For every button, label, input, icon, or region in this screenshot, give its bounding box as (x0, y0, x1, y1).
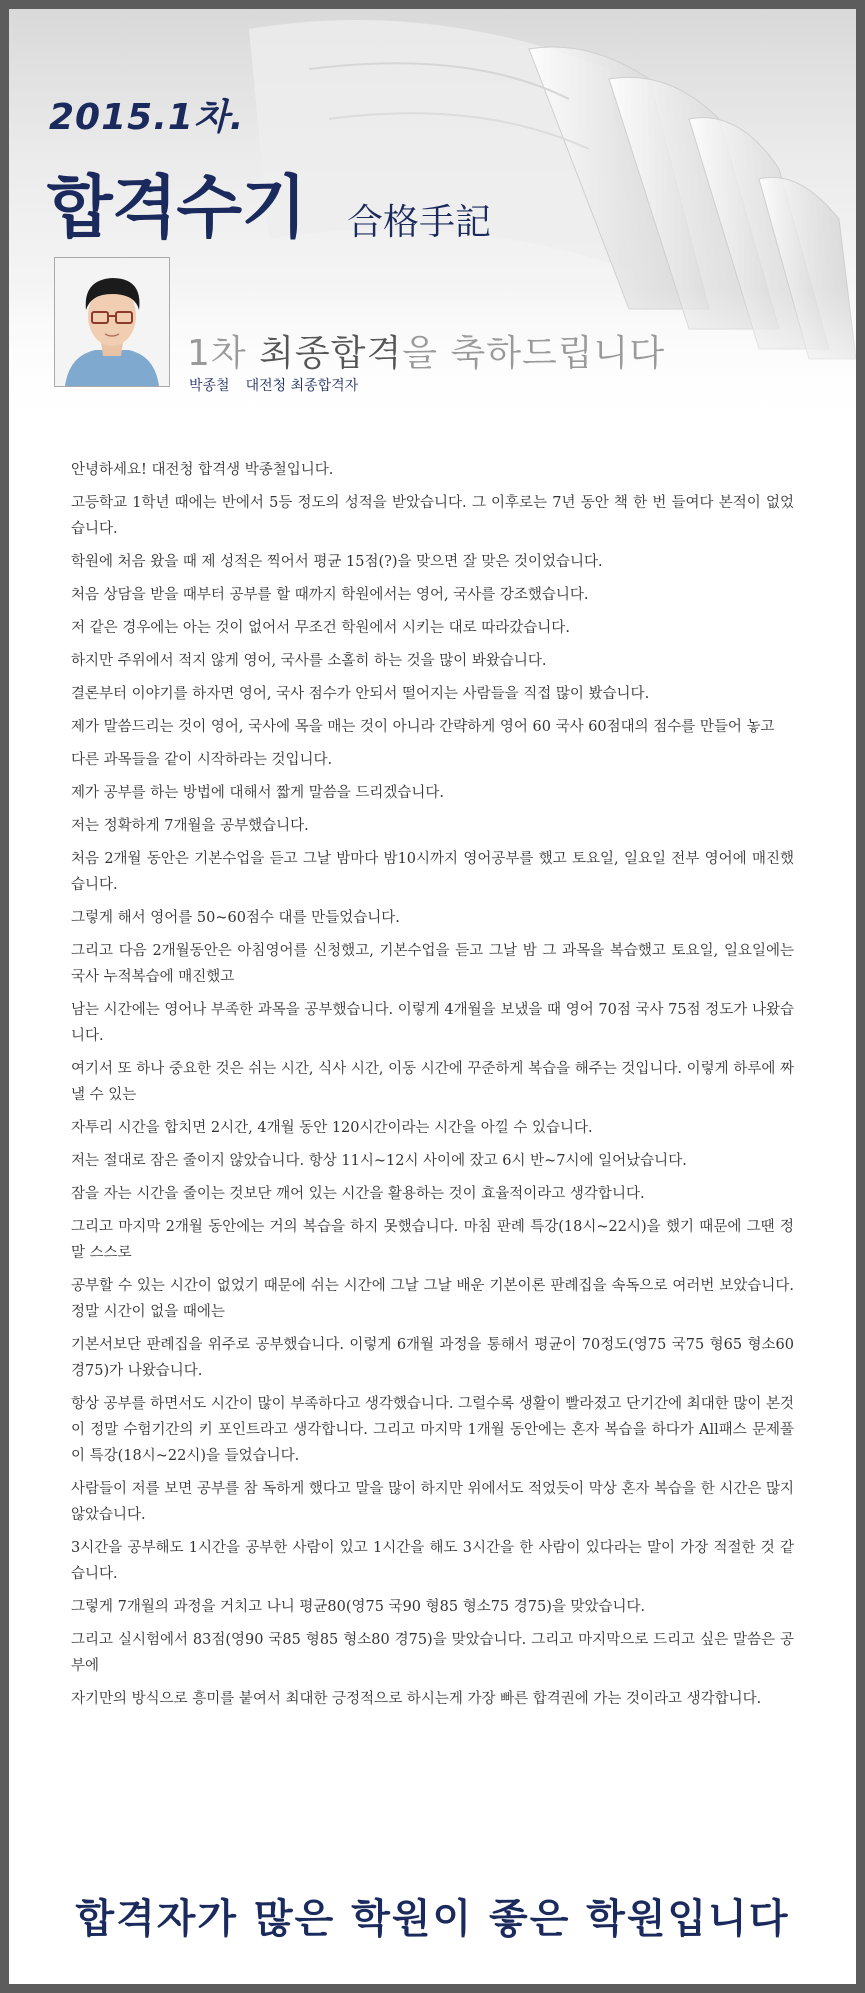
paragraph: 그렇게 해서 영어를 50~60점수 대를 만들었습니다. (71, 910, 400, 926)
person-role: 대전청 최종합격자 (245, 378, 359, 394)
paragraph: 안녕하세요! 대전청 합격생 박종철입니다. (71, 462, 334, 478)
paragraph: 3시간을 공부해도 1시간을 공부한 사람이 있고 1시간을 해도 3시간을 한 사람이 있다라는 말이 가장 적절한 것 같습니다. (71, 1540, 794, 1582)
testimonial-body (71, 457, 794, 1719)
paragraph: 고등학교 1학년 때에는 반에서 5등 정도의 성적을 받았습니다. 그 이후로는 7년 동안 책 한 번 들여다 본적이 없었습니다. (71, 495, 794, 537)
paragraph: 사람들이 저를 보면 공부를 참 독하게 했다고 말을 많이 하지만 위에서도 적었듯이 막상 혼자 복습을 한 시간은 많지 않았습니다. (71, 1481, 794, 1523)
paragraph: 저는 절대로 잠은 줄이지 않았습니다. 항상 11시~12시 사이에 잤고 6시 반~7시에 일어났습니다. (71, 1153, 687, 1169)
paragraph: 잠을 자는 시간을 줄이는 것보단 깨어 있는 시간을 활용하는 것이 효율적이라고 생각합니다. (71, 1186, 645, 1202)
paragraph: 그렇게 7개월의 과정을 거치고 나니 평균80(영75 국90 형85 형소75 경75)을 맞았습니다. (71, 1599, 646, 1615)
paragraph: 그리고 마지막 2개월 동안에는 거의 복습을 하지 못했습니다. 마침 판례 특강(18시~22시)을 했기 때문에 그땐 정말 스스로 (71, 1219, 794, 1261)
paragraph: 다른 과목들을 같이 시작하라는 것입니다. (71, 752, 333, 768)
congrats-suffix: 을 축하드립니다 (402, 333, 666, 374)
page-title: 합격수기 (47, 169, 306, 248)
paragraph: 저는 정확하게 7개월을 공부했습니다. (71, 818, 309, 834)
profile-photo (54, 257, 170, 387)
person-caption (189, 375, 358, 395)
congratulations-heading (187, 325, 665, 376)
paragraph: 제가 말씀드리는 것이 영어, 국사에 목을 매는 것이 아니라 간략하게 영어 60 국사 60점대의 점수를 만들어 놓고 (71, 719, 775, 735)
paragraph: 여기서 또 하나 중요한 것은 쉬는 시간, 식사 시간, 이동 시간에 꾸준하게 복습을 해주는 것입니다. 이렇게 하루에 짜낼 수 있는 (71, 1061, 794, 1103)
paragraph: 그리고 실시험에서 83점(영90 국85 형85 형소80 경75)을 맞았습니다. 그리고 마지막으로 드리고 싶은 말씀은 공부에 (71, 1632, 794, 1674)
paragraph: 공부할 수 있는 시간이 없었기 때문에 쉬는 시간에 그날 그날 배운 기본이론 판례집을 속독으로 여러번 보았습니다. 정말 시간이 없을 때에는 (71, 1278, 794, 1320)
paragraph: 처음 2개월 동안은 기본수업을 듣고 그날 밤마다 밤10시까지 영어공부를 했고 토요일, 일요일 전부 영어에 매진했습니다. (71, 851, 794, 893)
congrats-prefix: 1차 (187, 333, 260, 374)
person-photo-icon (55, 258, 169, 386)
paragraph: 자투리 시간을 합치면 2시간, 4개월 동안 120시간이라는 시간을 아낄 수 있습니다. (71, 1120, 593, 1136)
paragraph: 자기만의 방식으로 흥미를 붙여서 최대한 긍정적으로 하시는게 가장 빠른 합격권에 가는 것이라고 생각합니다. (71, 1691, 762, 1707)
footer-slogan: 합격자가 많은 학원이 좋은 학원입니다 (75, 1896, 790, 1942)
paragraph: 남는 시간에는 영어나 부족한 과목을 공부했습니다. 이렇게 4개월을 보냈을 때 영어 70점 국사 75점 정도가 나왔습니다. (71, 1002, 794, 1044)
paragraph: 저 같은 경우에는 아는 것이 없어서 무조건 학원에서 시키는 대로 따라갔습니다. (71, 620, 570, 636)
paragraph: 처음 상담을 받을 때부터 공부를 할 때까지 학원에서는 영어, 국사를 강조했습니다. (71, 587, 589, 603)
paragraph: 제가 공부를 하는 방법에 대해서 짧게 말씀을 드리겠습니다. (71, 785, 445, 801)
person-name: 박종철 (189, 378, 230, 394)
paragraph: 학원에 처음 왔을 때 제 성적은 찍어서 평균 15점(?)을 맞으면 잘 맞은 것이었습니다. (71, 554, 603, 570)
congrats-highlight: 최종합격 (259, 333, 403, 374)
paragraph: 기본서보단 판례집을 위주로 공부했습니다. 이렇게 6개월 과정을 통해서 평균이 70정도(영75 국75 형65 형소60 경75)가 나왔습니다. (71, 1337, 794, 1379)
year-label: 2015.1차. (49, 97, 245, 138)
paragraph: 결론부터 이야기를 하자면 영어, 국사 점수가 안되서 떨어지는 사람들을 직접 많이 봤습니다. (71, 686, 650, 702)
paragraph: 하지만 주위에서 적지 않게 영어, 국사를 소홀히 하는 것을 많이 봐왔습니다. (71, 653, 547, 669)
paragraph: 그리고 다음 2개월동안은 아침영어를 신청했고, 기본수업을 듣고 그날 밤 그 과목을 복습했고 토요일, 일요일에는 국사 누적복습에 매진했고 (71, 943, 794, 985)
page-subtitle-hanja: 合格手記 (347, 202, 492, 243)
paragraph: 항상 공부를 하면서도 시간이 많이 부족하다고 생각했습니다. 그럴수록 생활이 빨라졌고 단기간에 최대한 많이 본것이 정말 수험기간의 키 포인트라고 생각합니다. 그리고 마지막 1개월 동안에는 혼자 복습을 하다가 All패스 문제풀이 특강(18시~22시)을 들었습니다. (71, 1396, 794, 1464)
header-banner (9, 9, 856, 429)
